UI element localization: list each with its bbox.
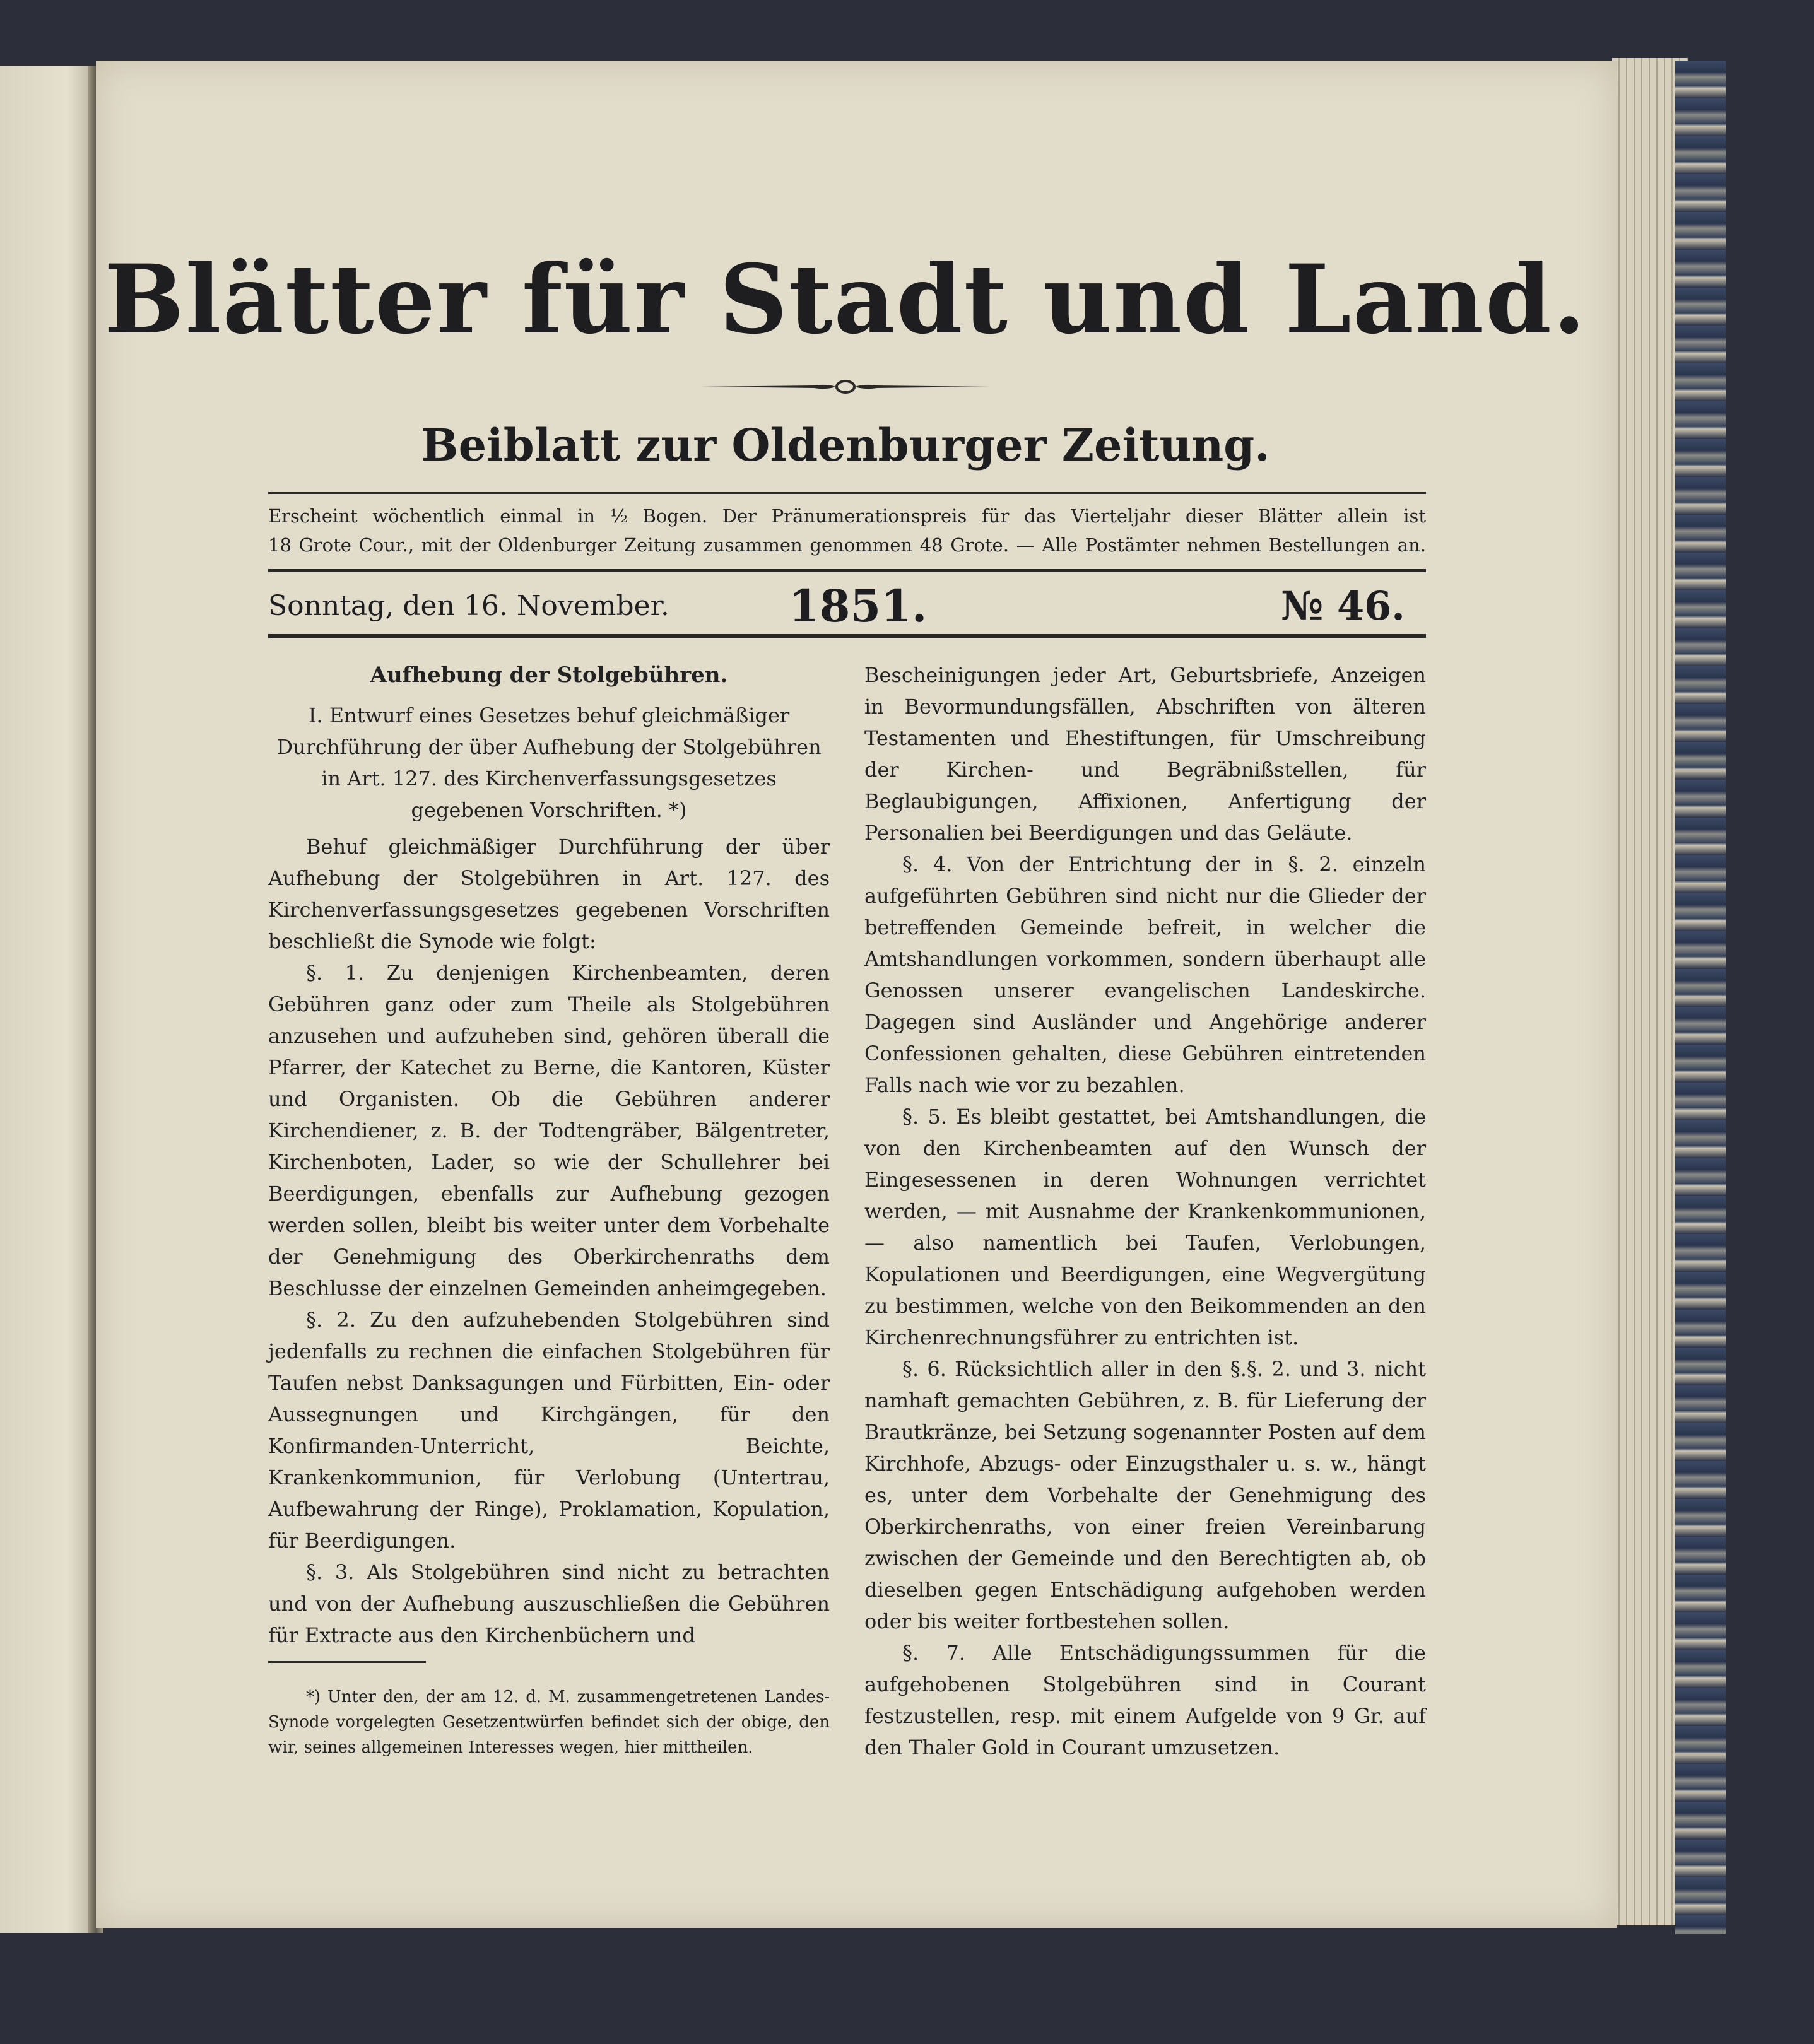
masthead-subtitle: Beiblatt zur Oldenburger Zeitung. bbox=[421, 418, 1270, 471]
section-5-paragraph: §. 5. Es bleibt gestattet, bei Amtshandlungen, die von den Kirchenbeamten auf den Wunsch der Eingesessenen in deren Wohnungen verrichtet werden, — mit Ausnahme der Krankenkommunionen, — also namentlich bei Taufen, Verlobungen, Kopulationen und Beerdigungen, eine Wegvergütung zu bestimmen, welche von den Beikommenden an den Kirchenrechnungsführer zu entrichten ist. bbox=[864, 1105, 1426, 1349]
section-3-paragraph: §. 3. Als Stolgebühren sind nicht zu betrachten und von der Aufhebung auszuschließen die Gebühren für Extracte aus den Kirchenbüchern und bbox=[268, 1560, 830, 1647]
issue-number: № 46. bbox=[1281, 582, 1405, 629]
notice-line-2: 18 Grote Cour., mit der Oldenburger Zeitung zusammen genommen 48 Grote. — Alle Postämter nehmen Bestellungen an. bbox=[268, 534, 1426, 556]
left-column bbox=[268, 659, 830, 1651]
article-heading: Aufhebung der Stolgebühren. bbox=[370, 662, 728, 688]
right-column bbox=[864, 659, 1426, 1763]
section-3-continuation: Bescheinigungen jeder Art, Geburtsbriefe, Anzeigen in Bevormundungsfällen, Abschriften von älteren Testamenten und Ehestiftungen, für Umschreibung der Kirchen- und Begräbnißstellen, für Beglaubigungen, Affixionen, Anfertigung der Personalien bei Beerdigungen und das Geläute. bbox=[864, 663, 1426, 845]
section-1-paragraph: §. 1. Zu denjenigen Kirchenbeamten, deren Gebühren ganz oder zum Theile als Stolgebühren anzusehen und aufzuheben sind, gehören überall die Pfarrer, der Katechet zu Berne, die Kantoren, Küster und Organisten. Ob die Gebühren anderer Kirchendiener, z. B. der Todtengräber, Bälgentreter, Kirchenboten, Lader, so wie der Schullehrer bei Beerdigungen, ebenfalls zur Aufhebung gezogen werden sollen, bleibt bis weiter unter dem Vorbehalte der Genehmigung des Oberkirchenraths dem Beschlusse der einzelnen Gemeinden anheimgegeben. bbox=[268, 961, 830, 1300]
dateline-top-rule bbox=[268, 569, 1426, 572]
draft-title: I. Entwurf eines Gesetzes behuf gleichmäßiger Durchführung der über Aufhebung der Stolgebühren in Art. 127. des Kirchenverfassungsgesetzes gegebenen Vorschriften. *) bbox=[276, 703, 822, 822]
footnote-text: *) Unter den, der am 12. d. M. zusammengetretenen Landes-Synode vorgelegten Gesetzentwürfen befindet sich der obige, den wir, seines allgemeinen Interesses wegen, hier mittheilen. bbox=[268, 1688, 830, 1757]
ornament-divider bbox=[700, 376, 991, 397]
preamble-paragraph: Behuf gleichmäßiger Durchführung der über Aufhebung der Stolgebühren in Art. 127. des Kirchenverfassungsgesetzes gegebenen Vorschriften beschließt die Synode wie folgt: bbox=[268, 835, 830, 953]
issue-date: Sonntag, den 16. November. bbox=[268, 589, 669, 622]
section-7-paragraph: §. 7. Alle Entschädigungssummen für die aufgehobenen Stolgebühren sind in Courant festzustellen, resp. mit einem Aufgelde von 9 Gr. auf den Thaler Gold in Courant umzusetzen. bbox=[864, 1641, 1426, 1759]
section-2-paragraph: §. 2. Zu den aufzuhebenden Stolgebühren sind jedenfalls zu rechnen die einfachen Stolgebühren für Taufen nebst Danksagungen und Fürbitten, Ein- oder Aussegnungen und Kirchgängen, für den Konfirmanden-Unterricht, Beichte, Krankenkommunion, für Verlobung (Untertrau, Aufbewahrung der Ringe), Proklamation, Kopulation, für Beerdigungen. bbox=[268, 1308, 830, 1553]
book-spine bbox=[1675, 61, 1726, 1934]
issue-year: 1851. bbox=[789, 579, 928, 632]
masthead-title: Blätter für Stadt und Land. bbox=[103, 244, 1587, 355]
dateline-bottom-rule bbox=[268, 634, 1426, 638]
section-6-paragraph: §. 6. Rücksichtlich aller in den §.§. 2. und 3. nicht namhaft gemachten Gebühren, z. B. für Lieferung der Brautkränze, bei Setzung sogenannter Posten auf dem Kirchhofe, Abzugs- oder Einzugsthaler u. s. w., hängt es, unter dem Vorbehalte der Genehmigung des Oberkirchenraths, von einer freien Vereinbarung zwischen der Gemeinde und den Berechtigten ab, ob dieselben gegen Entschädigung aufgehoben werden oder bis weiter fortbestehen sollen. bbox=[864, 1357, 1426, 1633]
footnote bbox=[268, 1684, 830, 1760]
section-4-paragraph: §. 4. Von der Entrichtung der in §. 2. einzeln aufgeführten Gebühren sind nicht nur die Glieder der betreffenden Gemeinde befreit, in welcher die Amtshandlungen vorkommen, sondern überhaupt alle Genossen unserer evangelischen Landeskirche. Dagegen sind Ausländer und Angehörige anderer Confessionen gehalten, diese Gebühren eintretenden Falls nach wie vor zu bezahlen. bbox=[864, 852, 1426, 1097]
left-page-edge bbox=[0, 66, 96, 1933]
top-rule bbox=[268, 492, 1426, 494]
footnote-rule bbox=[268, 1661, 426, 1663]
notice-line-1: Erscheint wöchentlich einmal in ½ Bogen. Der Pränumerationspreis für das Vierteljahr dieser Blätter allein ist bbox=[268, 505, 1426, 527]
